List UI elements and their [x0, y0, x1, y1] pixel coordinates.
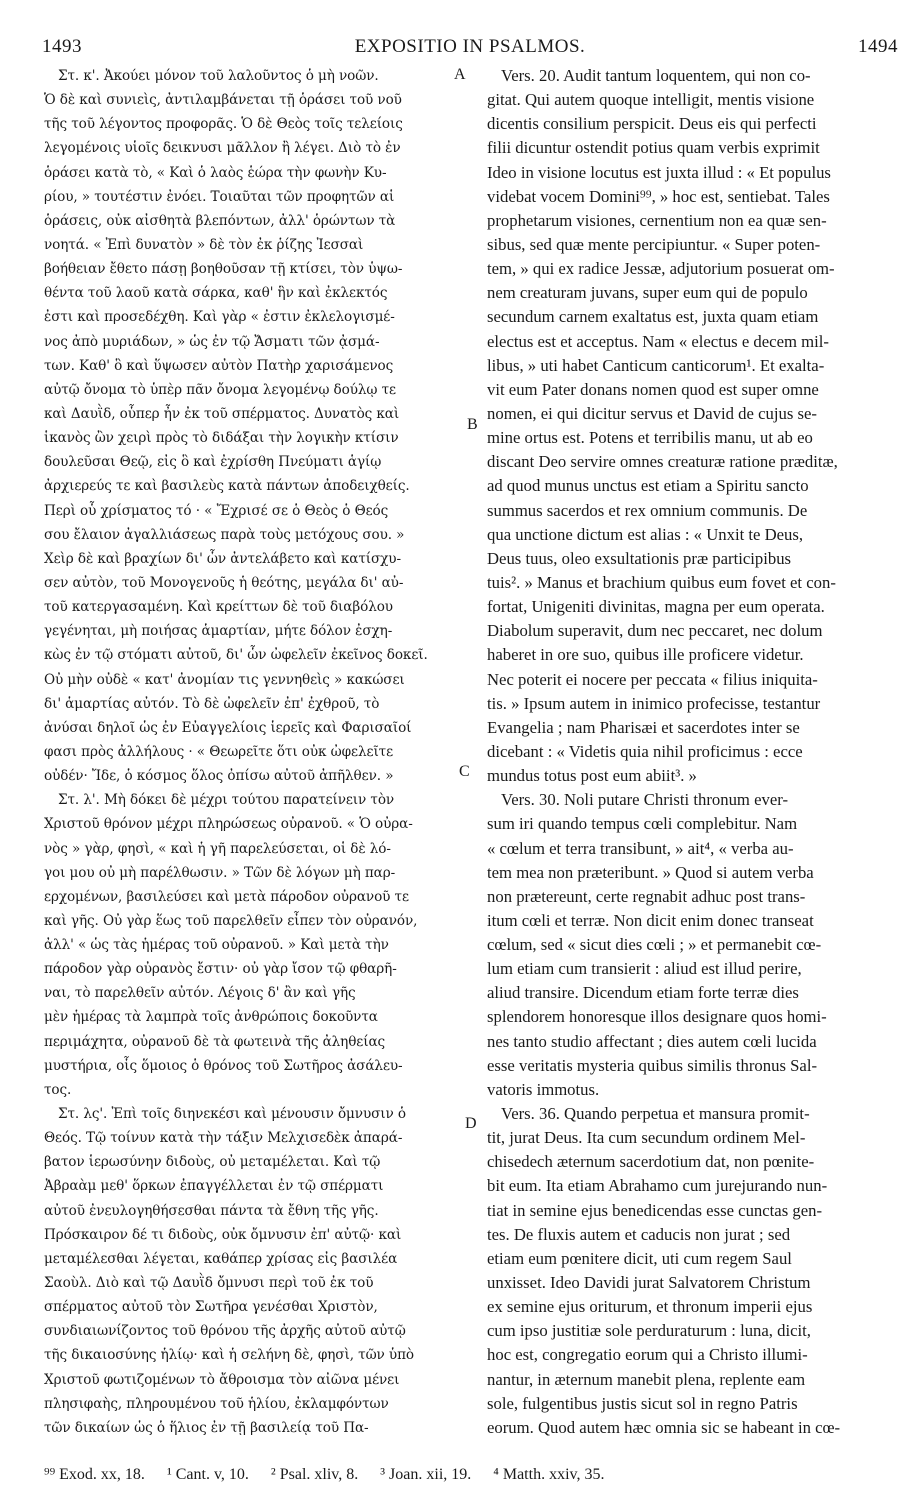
text-line: Θεός. Τῷ τοίνυν κατὰ τὴν τάξιν Μελχισεδὲκ ἀπαρά- — [44, 1130, 403, 1147]
text-line: τοῦ κατεργασαμένη. Καὶ κρείττων δὲ τοῦ διαβόλου — [44, 599, 393, 616]
text-line: ναι, τὸ παρελθεῖν αὐτόν. Λέγοις δ' ἂν καὶ γῆς — [44, 985, 356, 1002]
text-line: Οὐ μὴν οὐδὲ « κατ' ἀνομίαν τις γεννηθεὶς » κακώσει — [44, 671, 405, 688]
text-line: sum iri quando tempus cœli complebitur. Nam — [487, 814, 798, 834]
text-line: tiat in semine ejus benedicendas esse cunctas gen- — [487, 1200, 823, 1220]
text-line: Χριστοῦ θρόνον μέχρι πληρώσεως οὐρανοῦ. « Ὁ οὐρα- — [44, 816, 413, 833]
text-line: chisedech æternum sacerdotium dat, non pœnite- — [487, 1152, 815, 1172]
text-line: « cœlum et terra transibunt, » ait⁴, « verba au- — [487, 838, 794, 858]
text-line: βατον ἱερωσύνην διδοὺς, οὐ μεταμέλεται. Καὶ τῷ — [44, 1154, 381, 1171]
text-line: tem mea non præteribunt. » Quod si autem verba — [487, 862, 814, 882]
text-line: Πρόσκαιρον δέ τι διδοὺς, οὐκ ὄμνυσιν ἐπ' αὐτῷ· καὶ — [44, 1226, 402, 1243]
text-line: non prætereunt, certe regnabit adhuc post trans- — [487, 886, 806, 906]
text-line: αὐτῷ ὄνομα τὸ ὑπὲρ πᾶν ὄνομα λεγομένῳ δούλῳ τε — [44, 381, 396, 398]
text-line: πλησιφαὴς, πληρουμένου τοῦ ἡλίου, ἐκλαμφόντων — [44, 1395, 389, 1412]
text-line: Χεὶρ δὲ καὶ βραχίων δι' ὧν ἀντελάβετο καὶ κατίσχυ- — [44, 550, 401, 567]
text-line: πάροδον γὰρ οὐρανὸς ἔστιν· οὐ γὰρ ἴσον τῷ φθαρῆ- — [44, 961, 397, 978]
text-line: lum etiam cum transierit : aliud est illud perire, — [487, 959, 802, 979]
text-line: gitat. Qui autem quoque intelligit, mentis visione — [487, 90, 815, 110]
running-title: EXPOSITIO IN PSALMOS. — [354, 36, 586, 57]
text-line: mundus totus post eum abiit³. » — [487, 766, 697, 786]
text-line: ἱκανὸς ὢν χειρὶ πρὸς τὸ διδάξαι τὴν λογικὴν κτίσιν — [44, 430, 399, 447]
text-line: νὸς » γὰρ, φησὶ, « καὶ ἡ γῆ παρελεύσεται, οἱ δὲ λό- — [44, 840, 391, 857]
text-line: summus sacerdos et rex omnium communis. De — [487, 500, 808, 520]
text-line: καὶ Δαυῒδ, οὗπερ ἦν ἐκ τοῦ σπέρματος. Δυνατὸς καὶ — [44, 405, 400, 422]
page-number-right: 1494 — [858, 36, 898, 57]
text-line: unxisset. Ideo Davidi jurat Salvatorem Christum — [487, 1273, 811, 1293]
text-line: ἀλλ' « ὡς τὰς ἡμέρας τοῦ οὐρανοῦ. » Καὶ μετὰ τὴν — [44, 937, 389, 954]
text-line: θέντα τοῦ λαοῦ κατὰ σάρκα, καθ' ἣν καὶ ἐκλεκτός — [44, 285, 388, 302]
latin-column — [487, 64, 900, 1440]
text-line: vit eum Pater donans nomen quod est super omne — [487, 379, 819, 399]
text-line: Evangelia ; nam Pharisæi et sacerdotes inter se — [487, 717, 800, 737]
text-line: ἀνύσαι δηλοῖ ὡς ἐν Εὐαγγελίοις ἱερεῖς καὶ Φαρισαῖοί — [44, 719, 412, 736]
text-line: νοητά. « Ἐπὶ δυνατὸν » δὲ τὸν ἐκ ῥίζης Ἰεσσαὶ — [44, 236, 364, 253]
text-line: Vers. 30. Noli putare Christi thronum ever- — [501, 790, 789, 810]
text-line: tuis². » Manus et brachium quibus eum fovet et con- — [487, 572, 836, 592]
text-line: etiam eum pœnitere dicit, uti cum regem Saul — [487, 1248, 792, 1268]
text-line: dicentis consilium perspicit. Deus eis qui perfecti — [487, 114, 817, 134]
text-line: ὁράσεις, οὐκ αἰσθητὰ βλεπόντων, ἀλλ' ὁρώντων τὰ — [44, 212, 396, 229]
text-line: nem creaturam juvans, super eum qui de populo — [487, 283, 808, 303]
text-line: Vers. 36. Quando perpetua et mansura promit- — [501, 1104, 810, 1124]
text-line: Στ. λ'. Μὴ δόκει δὲ μέχρι τούτου παρατείνειν τὸν — [58, 792, 395, 809]
text-line: tem, » qui ex radice Jessæ, adjutorium posuerat om- — [487, 259, 835, 279]
text-line: αὐτοῦ ἐνευλογηθήσεσθαι πάντα τὰ ἔθνη τῆς γῆς. — [44, 1202, 379, 1219]
page-header — [42, 36, 898, 58]
text-line: fortat, Unigeniti divinitas, magna per eum operata. — [487, 597, 825, 617]
text-line: aliud transire. Dicendum etiam forte terræ dies — [487, 983, 799, 1003]
text-line: ὁράσει κατὰ τὸ, « Καὶ ὁ λαὸς ἑώρα τὴν φωνὴν Κυ- — [44, 164, 387, 181]
text-line: ad quod munus unctus est etiam a Spiritu sancto — [487, 476, 809, 496]
text-line: libus, » uti habet Canticum canticorum¹. Et exalta- — [487, 355, 825, 375]
text-line: Deus tuus, oleo exsultationis præ participibus — [487, 548, 792, 568]
text-line: ἐστι καὶ προσεδέχθη. Καὶ γὰρ « ἐστιν ἐκλελογισμέ- — [44, 309, 395, 326]
text-line: Στ. κ'. Ἀκούει μόνον τοῦ λαλοῦντος ὁ μὴ νοῶν. — [58, 68, 379, 84]
text-line: Στ. λς'. Ἐπὶ τοῖς διηνεκέσι καὶ μένουσιν ὄμνυσιν ὁ — [58, 1106, 406, 1123]
text-line: μυστήρια, οἷς ὅμοιος ὁ θρόνος τοῦ Σωτῆρος ἀσάλευ- — [44, 1057, 403, 1074]
text-line: συνδιαιωνίζοντος τοῦ θρόνου τῆς ἀρχῆς αὐτοῦ αὐτῷ — [44, 1323, 406, 1340]
text-line: nantur, in æternum manebit plena, replente eam — [487, 1369, 806, 1389]
text-line: Diabolum superavit, dum nec peccaret, nec dolum — [487, 621, 823, 641]
text-line: ex semine ejus oriturum, et thronum imperii ejus — [487, 1297, 813, 1317]
text-line: prophetarum visiones, cernentium non ea quæ sen- — [487, 210, 827, 230]
text-line: dicebant : « Videtis quia nihil proficimus : ecce — [487, 741, 803, 761]
text-line: cum ipso justitiæ sole perduraturum : luna, dicit, — [487, 1321, 811, 1341]
text-line: tit, jurat Deus. Ita cum secundum ordinem Mel- — [487, 1128, 806, 1148]
text-line: νος ἀπὸ μυριάδων, » ὡς ἐν τῷ Ἄσματι τῶν ᾀσμά- — [44, 333, 380, 350]
text-line: splendorem honoresque illos designare quos homi- — [487, 1007, 827, 1027]
text-line: secundum carnem exaltatus est, juxta quam etiam — [487, 307, 819, 327]
text-line: των. Καθ' ὃ καὶ ὕψωσεν αὐτὸν Πατὴρ χαρισάμενος — [44, 357, 394, 374]
text-line: qua unctione dictum est alias : « Unxit te Deus, — [487, 524, 804, 544]
text-line: tes. De fluxis autem et caducis non jurat ; sed — [487, 1224, 791, 1244]
text-line: vatoris immotus. — [487, 1079, 600, 1099]
text-line: itum cœli et terræ. Non dicit enim donec transeat — [487, 910, 814, 930]
text-line: Nec poterit ei nocere per peccata « filius iniquita- — [487, 669, 818, 689]
text-line: cœlum, sed « sicut dies cœli ; » et permanebit cœ- — [487, 935, 822, 955]
text-line: nes tanto studio affectant ; dies autem cœli lucida — [487, 1031, 817, 1051]
text-line: hoc est, congregatio eorum qui a Christo illumi- — [487, 1345, 808, 1365]
text-line: electus est et acceptus. Nam « electus e decem mil- — [487, 331, 829, 351]
text-line: haberet in ore suo, quibus ille proficere videtur. — [487, 645, 804, 665]
text-line: esse veritatis mysteria quibus similis thronus Sal- — [487, 1055, 818, 1075]
margin-marker-c: C — [459, 763, 470, 780]
text-line: σου ἔλαιον ἀγαλλιάσεως παρὰ τοὺς μετόχους σου. » — [44, 526, 405, 543]
text-line: Ἀβραὰμ μεθ' ὅρκων ἐπαγγέλλεται ἐν τῷ σπέρματι — [44, 1178, 384, 1195]
footnote: ¹ Cant. v, 10. — [166, 1466, 249, 1483]
text-line: τῶν δικαίων ὡς ὁ ἥλιος ἐν τῇ βασιλείᾳ τοῦ Πα- — [44, 1419, 369, 1436]
text-line: σεν αὐτὸν, τοῦ Μονογενοῦς ἡ θεότης, μεγάλα δι' αὐ- — [44, 574, 404, 591]
text-line: τῆς τοῦ λέγοντος προφορᾶς. Ὁ δὲ Θεὸς τοῖς τελείοις — [44, 116, 403, 133]
text-line: τῆς δικαιοσύνης ἡλίῳ· καὶ ἡ σελήνη δὲ, φησὶ, τῶν ὑπὸ — [44, 1347, 415, 1364]
text-line: ἀρχιερεύς τε καὶ βασιλεὺς κατὰ πάντων ἀποδειχθείς. — [44, 478, 410, 495]
text-line: Vers. 20. Audit tantum loquentem, qui non co- — [501, 66, 811, 85]
text-line: sole, fulgentibus justis sicut sol in regno Patris — [487, 1393, 798, 1413]
greek-column — [44, 64, 462, 1440]
text-line: ρίου, » τουτέστιν ἐνόει. Τοιαῦται τῶν προφητῶν αἱ — [44, 188, 395, 205]
text-line: sibus, sed quæ mente percipiuntur. « Super poten- — [487, 234, 821, 254]
text-line: λεγομένοις υἱοῖς δεικνυσι μᾶλλον ἢ λέγει. Διὸ τὸ ἐν — [44, 140, 401, 157]
footnote: ⁹⁹ Exod. xx, 18. — [44, 1466, 145, 1483]
footnote: ³ Joan. xii, 19. — [380, 1466, 472, 1483]
footnote: ² Psal. xliv, 8. — [270, 1466, 359, 1483]
text-line: μεταμέλεσθαι λέγεται, καθάπερ χρίσας εἰς βασιλέα — [44, 1250, 398, 1267]
margin-marker-b: B — [467, 416, 478, 433]
text-line: δι' ἁμαρτίας αὐτόν. Τὸ δὲ ὠφελεῖν ἐπ' ἐχθροῦ, τὸ — [44, 695, 380, 712]
text-line: γεγένηται, μὴ ποιήσας ἁμαρτίαν, μήτε δόλον ἐσχη- — [44, 623, 393, 640]
text-line: Χριστοῦ φωτιζομένων τὸ ἄθροισμα τὸν αἰῶνα μένει — [44, 1371, 400, 1388]
text-line: Περὶ οὗ χρίσματος τό · « Ἔχρισέ σε ὁ Θεὸς ὁ Θεός — [44, 502, 389, 519]
text-line: δουλεῦσαι Θεῷ, εἰς ὃ καὶ ἐχρίσθη Πνεύματι ἁγίῳ — [44, 454, 382, 471]
page-number-left: 1493 — [42, 36, 82, 57]
text-line: Σαοὺλ. Διὸ καὶ τῷ Δαυῒδ ὄμνυσι περὶ τοῦ ἐκ τοῦ — [44, 1275, 374, 1292]
text-line: tis. » Ipsum autem in inimico profecisse, testantur — [487, 693, 821, 713]
footnote: ⁴ Matth. xxiv, 35. — [493, 1466, 605, 1483]
footnotes — [44, 1466, 904, 1484]
margin-marker-a: A — [454, 66, 466, 83]
text-line: σπέρματος αὐτοῦ τὸν Σωτῆρα γενέσθαι Χριστὸν, — [44, 1299, 378, 1316]
text-line: γοι μου οὐ μὴ παρέλθωσιν. » Τῶν δὲ λόγων μὴ παρ- — [44, 864, 396, 881]
text-line: καὶ γῆς. Οὐ γὰρ ἕως τοῦ παρελθεῖν εἶπεν τὸν οὐρανόν, — [44, 912, 418, 929]
text-line: Ὁ δὲ καὶ συνιεὶς, ἀντιλαμβάνεται τῇ ὁράσει τοῦ νοῦ — [44, 92, 402, 109]
text-line: videbat vocem Domini⁹⁹, » hoc est, sentiebat. Tales — [487, 186, 830, 206]
text-line: Ideo in visione locutus est juxta illud : « Et populus — [487, 162, 831, 182]
text-line: eorum. Quod autem hæc omnia sic se habeant in cœ- — [487, 1417, 841, 1437]
text-line: nomen, ei qui dicitur servus et David de cujus se- — [487, 403, 817, 423]
margin-marker-d: D — [465, 1115, 477, 1132]
text-line: κὼς ἐν τῷ στόματι αὐτοῦ, δι' ὧν ὠφελεῖν ἐκεῖνος δοκεῖ. — [44, 647, 428, 664]
text-line: ερχομένων, βασιλεύσει καὶ μετὰ πάροδον οὐρανοῦ τε — [44, 888, 409, 905]
text-line: τος. — [44, 1081, 72, 1098]
text-line: μὲν ἡμέρας τὰ λαμπρὰ τοῖς ἀνθρώποις δοκοῦντα — [44, 1009, 378, 1026]
text-line: φασι πρὸς ἀλλήλους · « Θεωρεῖτε ὅτι οὐκ ὠφελεῖτε — [44, 743, 394, 760]
text-line: bit eum. Ita etiam Abrahamo cum jurejurando nun- — [487, 1176, 828, 1196]
text-line: βοήθειαν ἔθετο πάσῃ βοηθοῦσαν τῇ κτίσει, τὸν ὑψω- — [44, 261, 403, 278]
text-line: περιμάχητα, οὐρανοῦ δὲ τὰ φωτεινὰ τῆς ἀληθείας — [44, 1033, 386, 1050]
text-line: οὐδέν· Ἴδε, ὁ κόσμος ὅλος ὀπίσω αὐτοῦ ἀπῆλθεν. » — [44, 768, 394, 785]
text-line: discant Deo servire omnes creaturæ ratione præditæ, — [487, 452, 838, 472]
text-line: filii dicuntur ostendit potius quam verbis exprimit — [487, 138, 820, 158]
text-line: mine ortus est. Potens et terribilis manu, ut ab eo — [487, 428, 813, 448]
